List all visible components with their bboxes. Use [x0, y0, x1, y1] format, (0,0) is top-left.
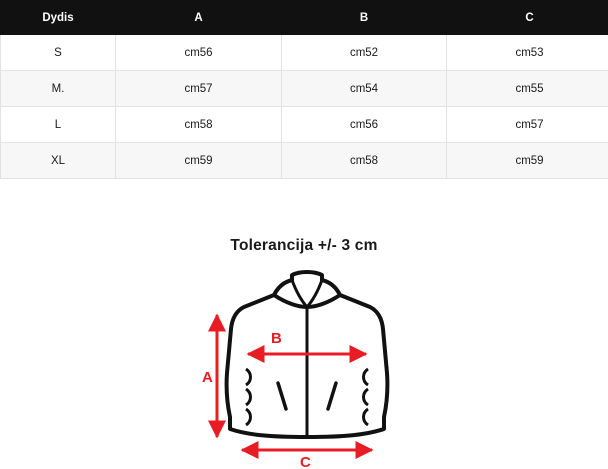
cell-b: cm52	[282, 35, 447, 71]
size-table-head	[1, 1, 608, 35]
cell-c: cm55	[447, 71, 608, 107]
cell-size: XL	[1, 143, 116, 179]
cell-a: cm57	[116, 71, 282, 107]
table-row	[1, 107, 608, 143]
cell-a: cm58	[116, 107, 282, 143]
cell-b: cm56	[282, 107, 447, 143]
measure-c-label: C	[300, 454, 311, 469]
column-header-size: Dydis	[1, 1, 116, 35]
vest-illustration	[174, 269, 434, 469]
cell-b: cm58	[282, 143, 447, 179]
column-header-a: A	[116, 1, 282, 35]
cell-size: L	[1, 107, 116, 143]
cell-size: M.	[1, 71, 116, 107]
measure-a-label: A	[202, 369, 213, 386]
cell-c: cm57	[447, 107, 608, 143]
tolerance-note: Tolerancija +/- 3 cm	[0, 237, 608, 255]
table-row	[1, 35, 608, 71]
cell-a: cm59	[116, 143, 282, 179]
table-header-row	[1, 1, 608, 35]
cell-b: cm54	[282, 71, 447, 107]
measure-b-label: B	[271, 330, 282, 347]
column-header-b: B	[282, 1, 447, 35]
measurement-diagram	[0, 269, 608, 469]
column-header-c: C	[447, 1, 608, 35]
cell-a: cm56	[116, 35, 282, 71]
size-table	[0, 0, 608, 179]
table-row	[1, 143, 608, 179]
table-row	[1, 71, 608, 107]
cell-c: cm53	[447, 35, 608, 71]
cell-size: S	[1, 35, 116, 71]
size-table-body	[1, 35, 608, 179]
cell-c: cm59	[447, 143, 608, 179]
